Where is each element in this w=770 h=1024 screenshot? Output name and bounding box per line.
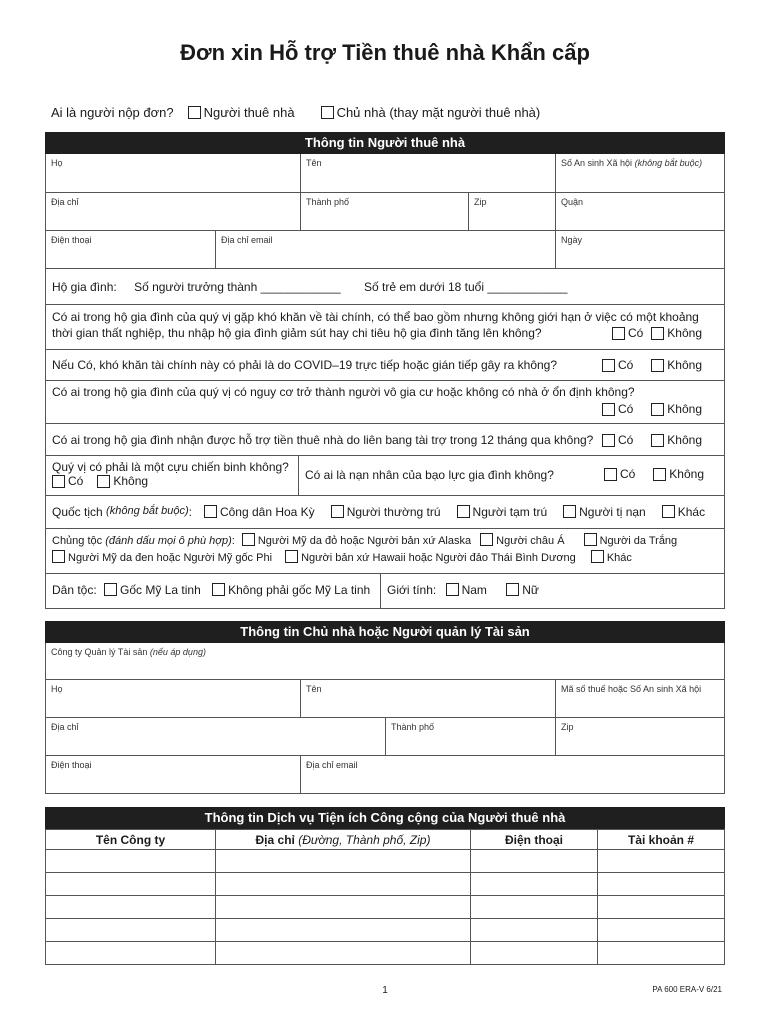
covid-yes-checkbox[interactable] (602, 359, 615, 372)
race-black-checkbox[interactable] (52, 550, 65, 563)
tenant-last-name-field[interactable] (46, 154, 301, 192)
federal-yes-checkbox[interactable] (602, 434, 615, 447)
homeless-yes-label: Có (617, 402, 634, 416)
question-hardship (46, 305, 724, 350)
temporary-resident-label: Người tạm trú (472, 505, 548, 519)
col-address-label: Địa chỉ (255, 832, 295, 847)
question-veteran-text: Quý vị có phải là một cựu chiến binh không? (52, 460, 289, 474)
veteran-yes-label: Có (68, 474, 84, 488)
question-covid (46, 350, 724, 381)
form-code: PA 600 ERA-V 6/21 (652, 985, 722, 994)
tenant-checkbox[interactable] (188, 106, 201, 119)
permanent-resident-checkbox[interactable] (331, 505, 344, 518)
utility-address-cell[interactable] (216, 896, 471, 919)
landlord-city-field[interactable] (386, 718, 556, 755)
tenant-city-label: Thành phố (306, 197, 350, 207)
tenant-email-field[interactable] (216, 231, 556, 268)
other-citizenship-label: Khác (677, 505, 706, 519)
utility-company-cell[interactable] (46, 896, 216, 919)
landlord-zip-field[interactable] (556, 718, 724, 755)
temporary-resident-checkbox[interactable] (457, 505, 470, 518)
applicant-question: Ai là người nộp đơn? (51, 105, 174, 120)
race-asian-label: Người châu Á (496, 535, 565, 547)
hardship-yes-label: Có (627, 326, 644, 340)
federal-no-checkbox[interactable] (651, 434, 664, 447)
question-homeless-text: Có ai trong hộ gia đình của quý vị có nguy cơ trở thành người vô gia cư hoặc không có nhà ở ổn định không? (52, 385, 635, 399)
tenant-county-field[interactable] (556, 193, 724, 230)
gender-cell (381, 574, 724, 608)
utility-table-header-row (46, 830, 725, 850)
landlord-option-label: Chủ nhà (thay mặt người thuê nhà) (336, 105, 541, 120)
landlord-info-grid (45, 643, 725, 794)
race-note: (đánh dấu mọi ô phù hợp) (105, 535, 232, 547)
tenant-first-name-label: Tên (306, 158, 322, 168)
landlord-tax-id-label: Mã số thuế hoặc Số An sinh Xã hội (561, 684, 702, 694)
utility-phone-cell[interactable] (471, 850, 598, 873)
non-hispanic-checkbox[interactable] (212, 583, 225, 596)
question-violence-answers (596, 467, 704, 481)
female-label: Nữ (522, 583, 539, 597)
refugee-label: Người tị nạn (579, 505, 646, 519)
question-veteran (46, 456, 299, 495)
gender-label: Giới tính: (387, 583, 437, 597)
question-violence-text: Có ai là nạn nhân của bạo lực gia đình không? (305, 468, 554, 482)
landlord-first-name-label: Tên (306, 684, 322, 694)
landlord-company-label: Công ty Quản lý Tài sản (51, 647, 148, 657)
question-covid-answers (594, 358, 702, 372)
utility-phone-cell[interactable] (471, 919, 598, 942)
race-colon: : (231, 535, 235, 547)
question-covid-text: Nếu Có, khó khăn tài chính này có phải là do COVID–19 trực tiếp hoặc gián tiếp gây ra không? (52, 358, 558, 372)
question-hardship-text: Có ai trong hộ gia đình của quý vị gặp khó khăn về tài chính, có thể bao gồm nhưng không giới hạn ở việc có một khoảng thời gian thất nghiệp, thu nhập hộ gia đình giảm sút hay chi tiêu hộ gia đình tăng lên không? (52, 310, 699, 340)
veteran-violence-row (46, 456, 724, 496)
col-address-note: (Đường, Thành phố, Zip) (298, 832, 431, 847)
question-homeless-answers (594, 402, 702, 416)
landlord-company-note: (nếu áp dụng) (149, 647, 206, 657)
covid-no-checkbox[interactable] (651, 359, 664, 372)
household-row (46, 269, 724, 305)
male-label: Nam (461, 583, 487, 597)
table-row (46, 873, 725, 896)
citizen-label: Công dân Hoa Kỳ (219, 505, 315, 519)
tenant-zip-label: Zip (474, 197, 487, 207)
utility-account-cell[interactable] (598, 896, 725, 919)
utility-phone-cell[interactable] (471, 942, 598, 965)
landlord-tax-id-field[interactable] (556, 680, 724, 717)
race-native-american-checkbox[interactable] (242, 533, 255, 546)
citizenship-note: (không bắt buộc) (106, 505, 189, 517)
covid-yes-label: Có (617, 358, 634, 372)
refugee-checkbox[interactable] (563, 505, 576, 518)
tenant-date-label: Ngày (561, 235, 583, 245)
veteran-yes-checkbox[interactable] (52, 475, 65, 488)
violence-yes-checkbox[interactable] (604, 468, 617, 481)
race-white-label: Người da Trắng (599, 535, 678, 547)
citizen-checkbox[interactable] (204, 505, 217, 518)
female-checkbox[interactable] (506, 583, 519, 596)
veteran-no-label: Không (113, 474, 149, 488)
tenant-date-field[interactable] (556, 231, 724, 268)
col-account-header: Tài khoản # (598, 830, 725, 850)
table-row (46, 850, 725, 873)
utility-address-cell[interactable] (216, 873, 471, 896)
hardship-yes-checkbox[interactable] (612, 327, 625, 340)
other-citizenship-checkbox[interactable] (662, 505, 675, 518)
male-checkbox[interactable] (446, 583, 459, 596)
col-company-header: Tên Công ty (46, 830, 216, 850)
tenant-info-grid (45, 154, 725, 609)
question-federal-text: Có ai trong hộ gia đình nhận được hỗ trợ tiền thuê nhà do liên bang tài trợ trong 12 tháng qua không? (52, 433, 594, 447)
question-federal-answers (598, 433, 702, 447)
federal-yes-label: Có (617, 433, 634, 447)
hardship-no-label: Không (667, 326, 702, 340)
applicant-question-row (51, 105, 540, 120)
question-homeless (46, 381, 724, 424)
landlord-email-field[interactable] (301, 756, 724, 793)
household-children-field[interactable]: Số trẻ em dưới 18 tuổi ____________ (364, 280, 568, 294)
tenant-zip-field[interactable] (469, 193, 556, 230)
landlord-zip-label: Zip (561, 722, 574, 732)
hispanic-checkbox[interactable] (104, 583, 117, 596)
landlord-section-header: Thông tin Chủ nhà hoặc Người quản lý Tài sản (45, 621, 725, 643)
violence-yes-label: Có (619, 467, 636, 481)
landlord-company-field[interactable] (46, 643, 724, 679)
hispanic-label: Gốc Mỹ La tinh (120, 583, 201, 597)
table-row (46, 942, 725, 965)
race-row (46, 529, 724, 574)
utility-account-cell[interactable] (598, 942, 725, 965)
utility-phone-cell[interactable] (471, 896, 598, 919)
utility-address-cell[interactable] (216, 850, 471, 873)
homeless-no-checkbox[interactable] (651, 403, 664, 416)
race-asian-checkbox[interactable] (480, 533, 493, 546)
landlord-last-name-label: Họ (51, 684, 63, 694)
non-hispanic-label: Không phải gốc Mỹ La tinh (228, 583, 371, 597)
utility-company-cell[interactable] (46, 850, 216, 873)
violence-no-label: Không (669, 467, 704, 481)
hardship-no-checkbox[interactable] (651, 327, 664, 340)
utility-account-cell[interactable] (598, 850, 725, 873)
utility-account-cell[interactable] (598, 919, 725, 942)
ethnicity-cell (46, 574, 381, 608)
utility-section-header: Thông tin Dịch vụ Tiện ích Công cộng của Người thuê nhà (45, 807, 725, 829)
tenant-city-field[interactable] (301, 193, 469, 230)
landlord-checkbox[interactable] (321, 106, 334, 119)
utility-table (45, 829, 725, 965)
race-other-checkbox[interactable] (591, 550, 604, 563)
tenant-first-name-field[interactable] (301, 154, 556, 192)
landlord-first-name-field[interactable] (301, 680, 556, 717)
veteran-no-checkbox[interactable] (97, 475, 110, 488)
race-black-label: Người Mỹ da đen hoặc Người Mỹ gốc Phi (68, 552, 273, 564)
landlord-address-field[interactable] (46, 718, 386, 755)
tenant-section-header: Thông tin Người thuê nhà (45, 132, 725, 154)
utility-address-cell[interactable] (216, 919, 471, 942)
citizenship-row (46, 496, 724, 529)
landlord-phone-field[interactable] (46, 756, 301, 793)
tenant-option-label: Người thuê nhà (203, 105, 295, 120)
utility-account-cell[interactable] (598, 873, 725, 896)
page-number: 1 (382, 985, 388, 996)
question-hardship-answers (604, 325, 702, 341)
permanent-resident-label: Người thường trú (346, 505, 441, 519)
utility-phone-cell[interactable] (471, 873, 598, 896)
tenant-county-label: Quận (561, 197, 584, 207)
household-adults-field[interactable]: Số người trưởng thành ____________ (134, 280, 341, 294)
race-other-label: Khác (606, 552, 632, 564)
form-title: Đơn xin Hỗ trợ Tiền thuê nhà Khẩn cấp (180, 40, 590, 65)
tenant-address-field[interactable] (46, 193, 301, 230)
question-federal-assistance (46, 424, 724, 456)
landlord-phone-label: Điện thoại (51, 760, 92, 770)
table-row (46, 919, 725, 942)
race-pacific-islander-label: Người bản xứ Hawaii hoặc Người đảo Thái Bình Dương (301, 552, 576, 564)
question-violence (299, 456, 724, 495)
citizenship-label: Quốc tịch (52, 505, 103, 519)
tenant-ssn-field[interactable] (556, 154, 724, 192)
utility-company-cell[interactable] (46, 919, 216, 942)
landlord-email-label: Địa chỉ email (306, 760, 358, 770)
tenant-email-label: Địa chỉ email (221, 235, 273, 245)
race-white-checkbox[interactable] (584, 533, 597, 546)
tenant-ssn-label: Số An sinh Xã hội (561, 158, 633, 168)
landlord-address-label: Địa chỉ (51, 722, 79, 732)
tenant-address-label: Địa chỉ (51, 197, 79, 207)
tenant-last-name-label: Họ (51, 158, 63, 168)
tenant-ssn-note: (không bắt buộc) (634, 158, 703, 168)
homeless-no-label: Không (667, 402, 702, 416)
col-phone-header: Điện thoại (471, 830, 598, 850)
federal-no-label: Không (667, 433, 702, 447)
household-label: Hộ gia đình: (52, 280, 117, 294)
utility-address-cell[interactable] (216, 942, 471, 965)
landlord-city-label: Thành phố (391, 722, 435, 732)
table-row (46, 896, 725, 919)
race-pacific-islander-checkbox[interactable] (285, 550, 298, 563)
citizenship-colon: : (188, 505, 192, 519)
race-label: Chủng tộc (52, 535, 103, 547)
landlord-last-name-field[interactable] (46, 680, 301, 717)
utility-company-cell[interactable] (46, 873, 216, 896)
question-veteran-answers (52, 474, 148, 488)
race-native-american-label: Người Mỹ da đỏ hoặc Người bản xứ Alaska (257, 535, 472, 547)
ethnicity-gender-row (46, 574, 724, 608)
tenant-phone-field[interactable] (46, 231, 216, 268)
utility-company-cell[interactable] (46, 942, 216, 965)
homeless-yes-checkbox[interactable] (602, 403, 615, 416)
col-address-header (216, 830, 471, 850)
tenant-phone-label: Điện thoại (51, 235, 92, 245)
violence-no-checkbox[interactable] (653, 468, 666, 481)
ethnicity-label: Dân tộc: (52, 583, 97, 597)
covid-no-label: Không (667, 358, 702, 372)
